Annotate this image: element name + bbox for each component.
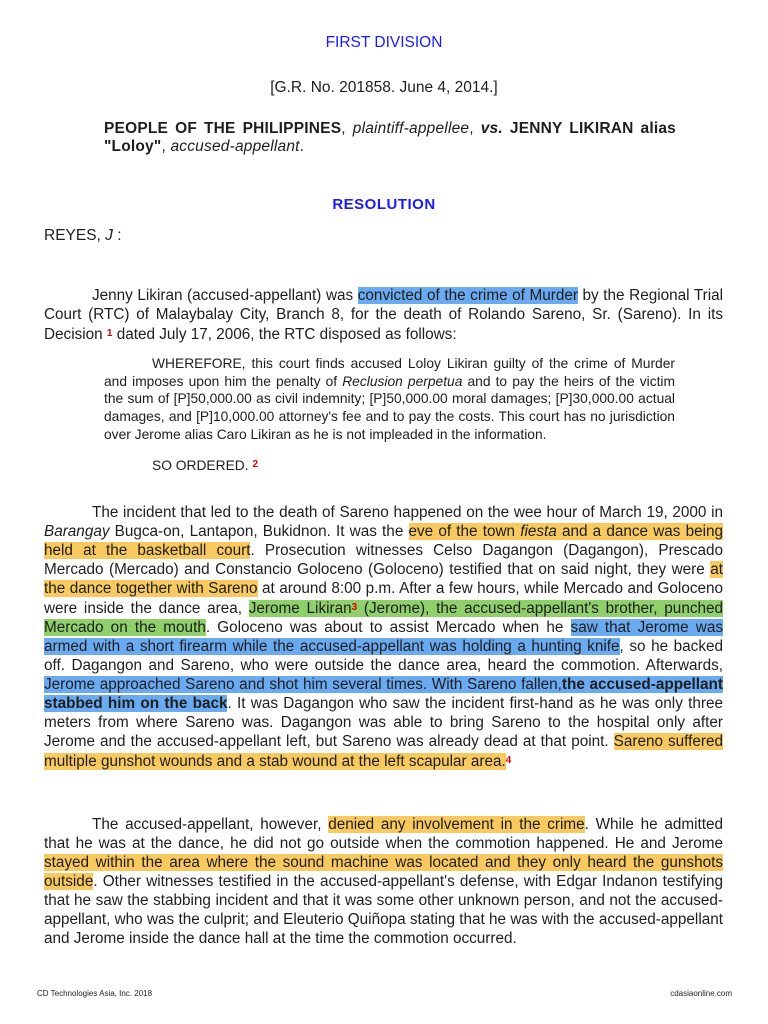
text-run: eve of the town <box>408 523 521 540</box>
text-run: dated July 17, 2006, the RTC disposed as follows: <box>112 326 457 343</box>
dispositive-quote <box>104 355 675 474</box>
text-run: , so he backed off. Dagangon and Sareno, who were outside the dance area, heard the commotion. Afterwards, <box>44 638 723 674</box>
text-run: The incident that led to the death of Sareno happened on the wee hour of March 19, 2000 in <box>92 504 723 521</box>
ponente-name: REYES, <box>44 227 101 244</box>
text-run: . Goloceno was about to assist Mercado when he <box>205 619 571 636</box>
text-run: by the Regional Trial Court (RTC) of Malaybalay City, Branch 8, for the death of Rolando Sareno, Sr. (Sareno). In its Decision <box>44 287 724 343</box>
ponente-colon: : <box>117 227 122 244</box>
footer-website[interactable]: cdasiaonline.com <box>670 989 732 998</box>
highlight-armed: saw that Jerome was armed with a short firearm while the accused-appellant was holding a hunting knife <box>44 619 723 655</box>
text-run: . Prosecution witnesses Celso Dagangon (Dagangon), Prescado Mercado (Mercado) and Constancio Goloceno (Goloceno) testified that on said night, they were <box>44 542 723 578</box>
paragraph-3 <box>44 815 723 948</box>
paragraph-2 <box>44 503 723 771</box>
text-bold: the accused-appellant stabbed him on the back <box>44 676 723 712</box>
footnote-link-2[interactable]: 2 <box>252 458 258 470</box>
text-run: The accused-appellant, however, <box>92 816 329 833</box>
text-run: and a dance was being held at the basketball court <box>44 523 723 559</box>
quote-text <box>104 355 675 444</box>
resolution-heading: RESOLUTION <box>332 196 436 213</box>
highlight-dance-together: at the dance together with Sareno <box>44 561 723 597</box>
footnote-link-1[interactable]: 1 <box>106 328 113 339</box>
text-run: . Other witnesses testified in the accused-appellant's defense, with Edgar Indanon testifying that he saw the stabbing incident and that it was some other unknown person, and not the accused-appellant, who was the culprit; and Eleuterio Quiñopa stating that he was with the accused-appellant and Jerome inside the dance hall at the time the commotion occurred. <box>44 873 723 947</box>
footnote-link-3[interactable]: 3 <box>351 602 358 613</box>
text-run: SO ORDERED. <box>152 457 253 473</box>
paragraph-1 <box>44 286 723 344</box>
text-run: (Jerome), the accused-appellant's brother, punched Mercado on the mouth <box>44 600 723 636</box>
text-emphasis: fiesta <box>520 523 557 540</box>
accused-role: accused-appellant <box>170 138 300 155</box>
plaintiff-name: PEOPLE OF THE PHILIPPINES <box>104 120 342 137</box>
text-run: . It was Dagangon who saw the incident first-hand as he was only three meters from where Sareno was. Dagangon was able to bring Sareno to the hospital only after Jerome and the accused-appellant left, but Sareno was already dead at that point. <box>44 695 723 750</box>
footer-publisher: CD Technologies Asia, Inc. 2018 <box>37 989 153 998</box>
highlight-conviction: convicted of the crime of Murder <box>357 287 578 304</box>
case-parties: PEOPLE OF THE PHILIPPINES, plaintiff-appellee, vs. JENNY LIKIRAN alias "Loloy", accused-appellant. <box>104 120 677 155</box>
accused-name: JENNY LIKIRAN alias "Loloy" <box>104 120 677 155</box>
text-run: WHEREFORE, this court finds accused Loloy Likiran guilty of the crime of Murder and imposes upon him the penalty of <box>104 356 675 389</box>
text-run: at around 8:00 p.m. After a few hours, while Mercado and Goloceno were inside the dance area, <box>44 580 723 617</box>
ponente <box>44 227 122 245</box>
text-run: Jenny Likiran (accused-appellant) was <box>92 287 358 304</box>
text-run: Jerome approached Sareno and shot him several times. With Sareno fallen, <box>44 676 562 693</box>
division-heading: FIRST DIVISION <box>325 34 443 51</box>
ponente-suffix: J <box>105 227 113 244</box>
versus-text: vs. <box>480 120 503 137</box>
plaintiff-role: plaintiff-appellee <box>352 120 470 137</box>
case-number: [G.R. No. 201858. June 4, 2014.] <box>270 79 498 96</box>
highlight-wounds: Sareno suffered multiple gunshot wounds and a stab wound at the left scapular area. <box>44 733 724 770</box>
text-run: Jerome Likiran <box>248 600 352 617</box>
text-emphasis: Reclusion perpetua <box>342 373 463 389</box>
text-run: and to pay the heirs of the victim the sum of [P]50,000.00 as civil indemnity; [P]50,000.00 moral damages; [P]30,000.00 actual damages, and [P]10,000.00 attorney's fee and to pay the costs. This court has no jurisdiction over Jerome alias Caro Likiran as he is not impleaded in the information. <box>104 373 675 442</box>
so-ordered <box>104 456 675 475</box>
text-run: Bugca-on, Lantapon, Bukidnon. It was the <box>109 523 409 540</box>
footnote-link-4[interactable]: 4 <box>505 755 512 766</box>
highlight-sound-machine: stayed within the area where the sound machine was located and they only heard the gunshots outside <box>44 854 723 890</box>
highlight-denial: denied any involvement in the crime <box>328 816 585 833</box>
text-run: . While he admitted that he was at the dance, he did not go outside when the commotion happened. He and Jerome <box>44 816 723 852</box>
text-emphasis: Barangay <box>44 523 110 540</box>
